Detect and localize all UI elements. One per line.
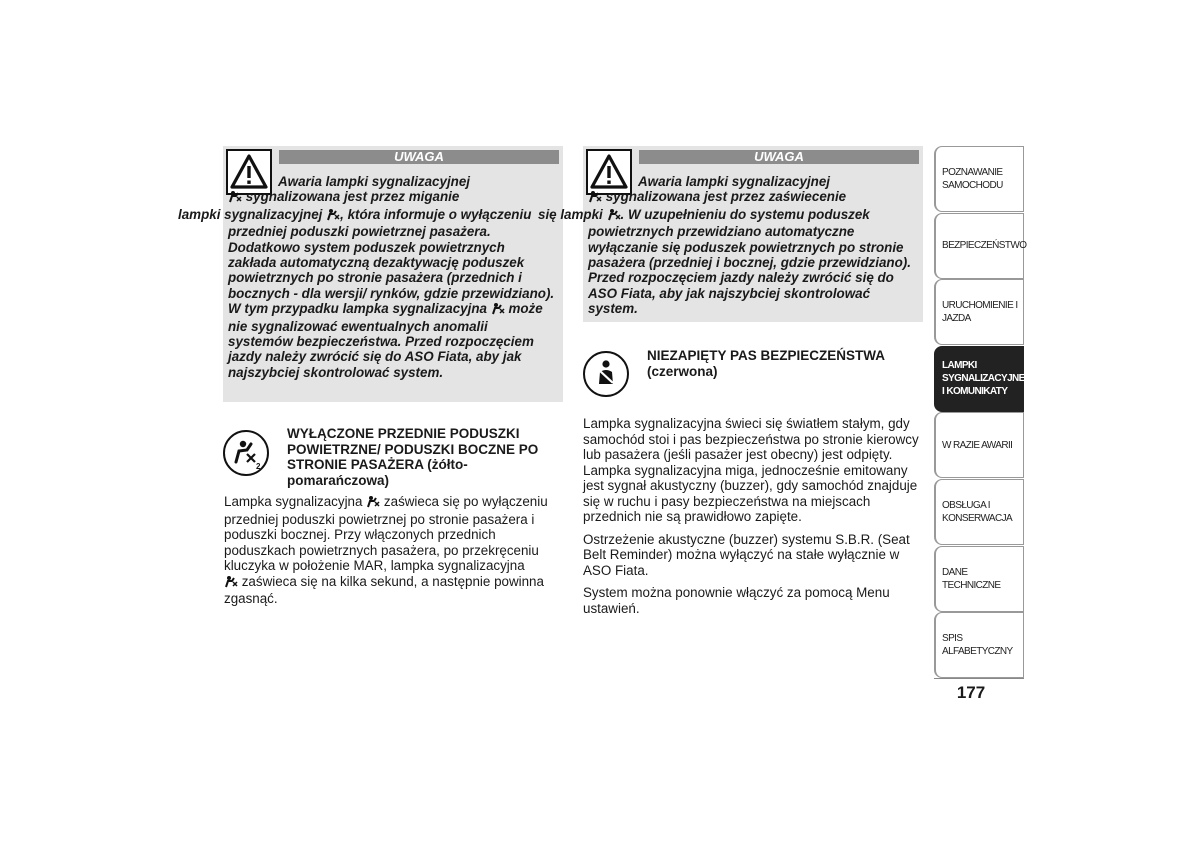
warning-box-left <box>178 146 563 402</box>
airbag-off-icon <box>491 302 505 318</box>
tab-dane-techniczne[interactable]: DANE TECHNICZNE <box>934 546 1024 612</box>
seatbelt-paragraph-2: Ostrzeżenie akustyczne (buzzer) systemu S.B.R. (Seat Belt Reminder) można wyłączyć na stałe wyłącznie w ASO Fiata. <box>583 531 910 578</box>
airbag-section-body: Lampka sygnalizacyjna zaświeca się po wyłączeniu przedniej poduszki powietrznej po stronie pasażera i poduszki bocznej. Przy włączonych przednich poduszkach powietrznych pasażera, po przekręceniu kluczyka w położenie MAR, lampka sygnalizacyjna zaświeca się na kilka sekund, a następnie powinna zgasnąć. <box>224 494 548 606</box>
page-divider <box>934 678 1024 679</box>
tab-uruchomienie-i-jazda[interactable]: URUCHOMIENIE I JAZDA <box>934 279 1024 345</box>
tab-obsluga-i-konserwacja[interactable]: OBSŁUGA I KONSERWACJA <box>934 479 1024 545</box>
warning-header: UWAGA <box>279 150 559 164</box>
airbag-section-title: WYŁĄCZONE PRZEDNIE PODUSZKI POWIETRZNE/ PODUSZKI BOCZNE PO STRONIE PASAŻERA (żółto-pomarańczowa) <box>287 426 539 488</box>
airbag-off-icon <box>326 208 340 224</box>
seatbelt-icon <box>583 351 629 397</box>
airbag-off-icon <box>588 190 602 206</box>
seatbelt-paragraph-1: Lampka sygnalizacyjna świeci się światłem stałym, gdy samochód stoi i pas bezpieczeństwa po stronie kierowcy lub pasażera (jeśli pasażer jest obecny) jest odpięty. Lampka sygnalizacyjna miga, jednocześnie emitowany jest sygnał akustyczny (buzzer), gdy samochód znajduje się w ruchu i pasy bezpieczeństwa na miejscach przednich nie są prawidłowo zapięte. <box>583 416 919 524</box>
airbag-off-icon <box>228 190 242 206</box>
warning-text: Awaria lampki sygnalizacyjnej sygnalizowana jest przez zaświecenie się lampki . W uzupełnieniu do systemu poduszek powietrznych przewidziano automatyczne wyłączanie się poduszek powietrznych po stronie pasażera (przedniej i bocznej, gdzie przewidziano). Przed rozpoczęciem jazdy należy zwrócić się do ASO Fiata, aby jak najszybciej skontrolować system. <box>538 174 911 317</box>
seatbelt-section-body <box>583 416 923 623</box>
chapter-tabs <box>934 146 1027 679</box>
svg-text:2: 2 <box>256 462 261 471</box>
tab-w-razie-awarii[interactable]: W RAZIE AWARII <box>934 412 1024 478</box>
seatbelt-paragraph-3: System można ponownie włączyć za pomocą Menu ustawień. <box>583 585 890 616</box>
warning-box-right <box>538 146 923 322</box>
airbag-off-icon <box>607 208 621 224</box>
airbag-off-icon <box>223 430 269 476</box>
warning-text: Awaria lampki sygnalizacyjnej sygnalizowana jest przez miganie lampki sygnalizacyjnej , która informuje o wyłączeniu przedniej poduszki powietrznej pasażera. Dodatkowo system poduszek powietrznych zakłada automatyczną dezaktywację poduszek powietrznych po stronie pasażera (przednich i bocznych - dla wersji/ rynków, gdzie przewidziano). W tym przypadku lampka sygnalizacyjna może nie sygnalizować ewentualnych anomalii systemów bezpieczeństwa. Przed rozpoczęciem jazdy należy zwrócić się do ASO Fiata, aby jak najszybciej skontrolować system. <box>178 174 555 380</box>
airbag-off-icon <box>366 495 380 512</box>
airbag-off-icon <box>224 575 238 592</box>
tab-spis-alfabetyczny[interactable]: SPIS ALFABETYCZNY <box>934 612 1024 678</box>
warning-header: UWAGA <box>639 150 919 164</box>
tab-bezpieczenstwo[interactable]: BEZPIECZEŃSTWO <box>934 213 1024 279</box>
tab-poznawanie-samochodu[interactable]: POZNAWANIE SAMOCHODU <box>934 146 1024 212</box>
tab-lampki-sygnalizacyjne[interactable]: LAMPKI SYGNALIZACYJNE I KOMUNIKATY <box>934 346 1024 412</box>
seatbelt-section-title: NIEZAPIĘTY PAS BEZPIECZEŃSTWA (czerwona) <box>647 348 885 379</box>
page-number: 177 <box>956 683 986 702</box>
